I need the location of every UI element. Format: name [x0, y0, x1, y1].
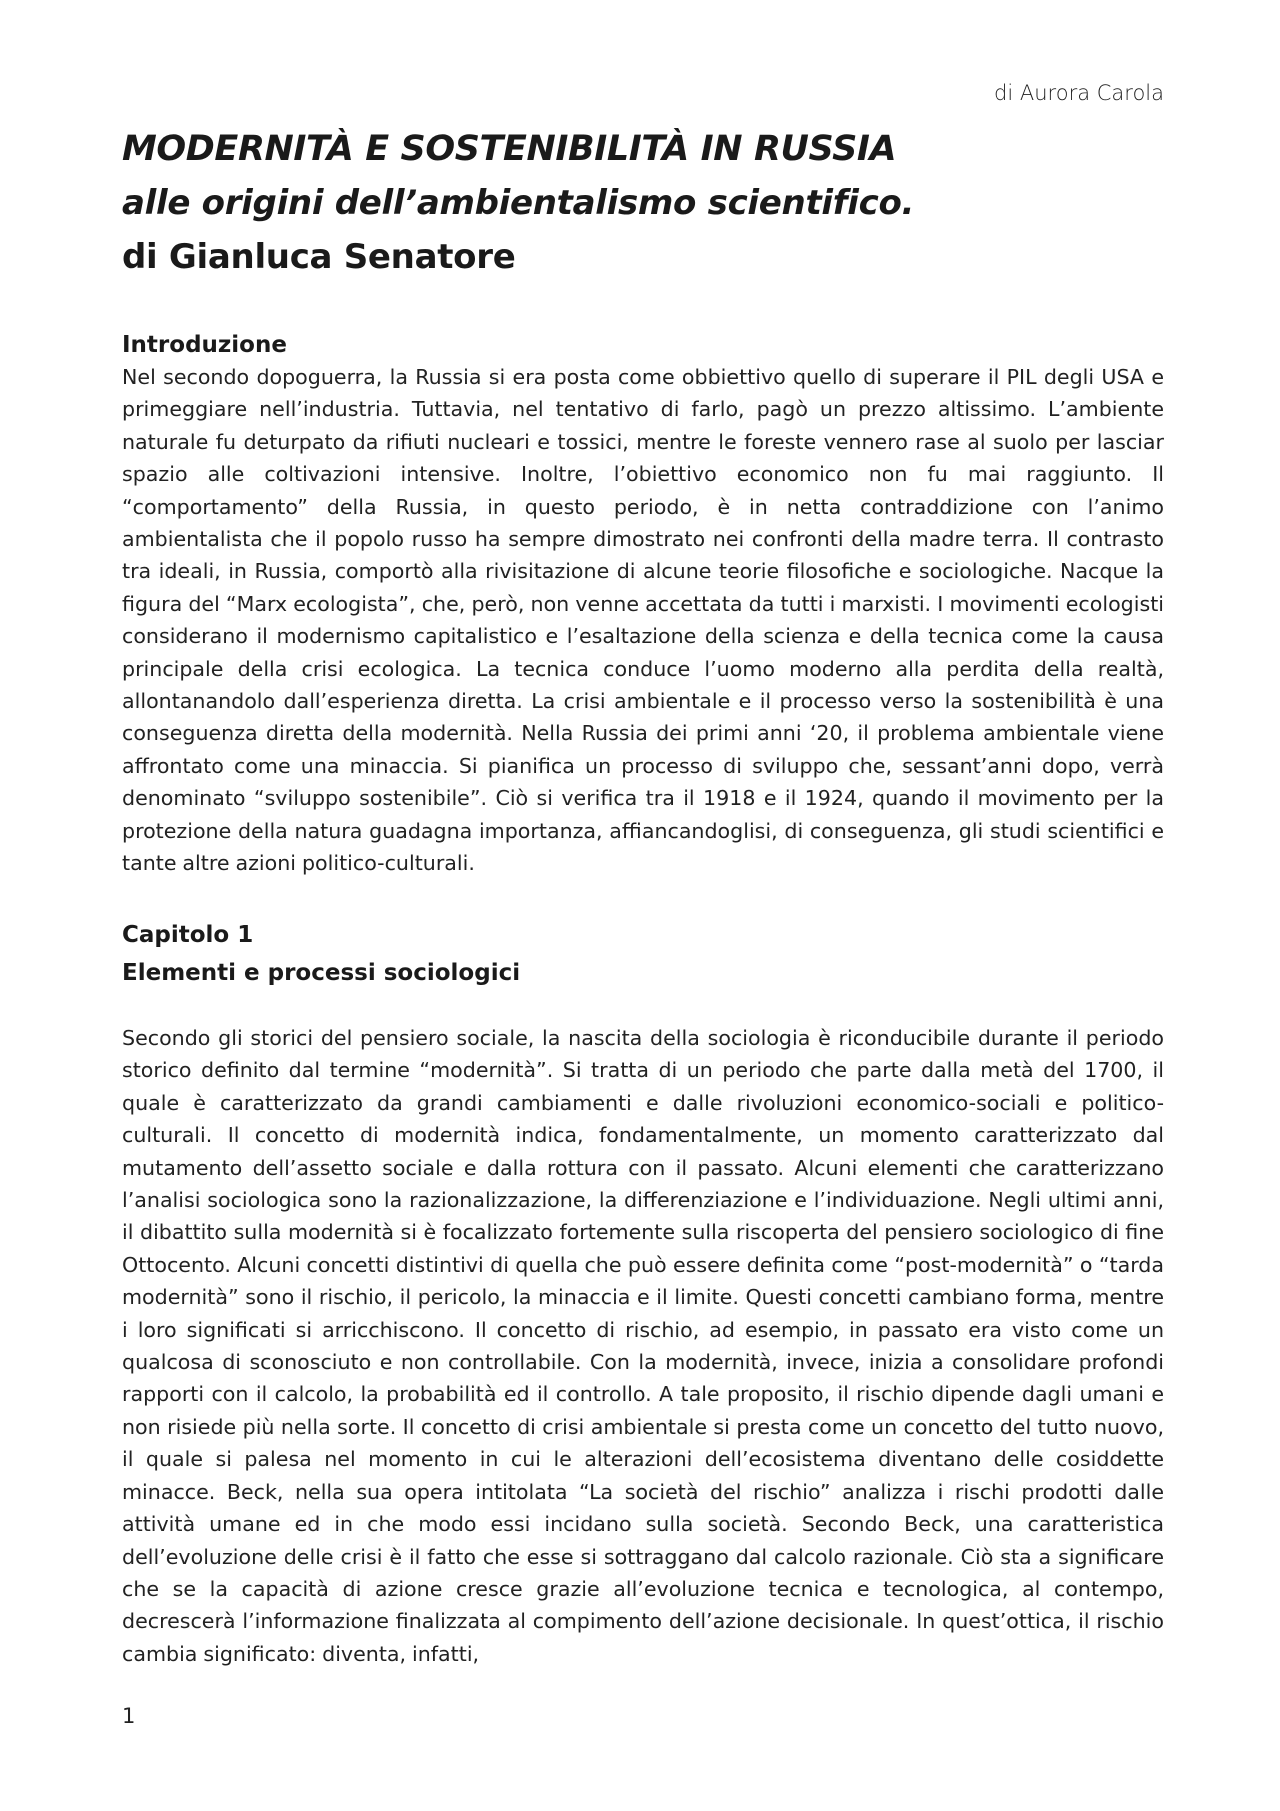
introduction-paragraph: Nel secondo dopoguerra, la Russia si era posta come obbiettivo quello di superare il PIL degli USA e primeggiare nell’industria. Tuttavia, nel tentativo di farlo, pagò un prezzo altissimo. L’ambiente naturale fu deturpato da rifiuti nucleari e tossici, mentre le foreste vennero rase al suolo per lasciar spazio alle coltivazioni intensive. Inoltre, l’obiettivo economico non fu mai raggiunto. Il “comportamento” della Russia, in questo periodo, è in netta contraddizione con l’animo ambientalista che il popolo russo ha sempre dimostrato nei confronti della madre terra. Il contrasto tra ideali, in Russia, comportò alla rivisitazione di alcune teorie filosofiche e sociologiche. Nacque la figura del “Marx ecologista”, che, però, non venne accettata da tutti i marxisti. I movimenti ecologisti considerano il modernismo capitalistico e l’esaltazione della scienza e della tecnica come la causa principale della crisi ecologica. La tecnica conduce l’uomo moderno alla perdita della realtà, allontanandolo dall’esperienza diretta. La crisi ambientale e il processo verso la sostenibilità è una conseguenza diretta della modernità. Nella Russia dei primi anni ‘20, il problema ambientale viene affrontato come una minaccia. Si pianifica un processo di sviluppo che, sessant’anni dopo, verrà denominato “sviluppo sostenibile”. Ciò si verifica tra il 1918 e il 1924, quando il movimento per la protezione della natura guadagna importanza, affiancandoglisi, di conseguenza, gli studi scientifici e tante altre azioni politico-culturali.: [122, 365, 1164, 876]
chapter-1-header: [122, 916, 1164, 992]
chapter-1-subheading: Elementi e processi sociologici: [122, 960, 521, 986]
introduction-section: [122, 329, 1164, 880]
document-subtitle: alle origini dell’ambientalismo scientifico.: [122, 183, 915, 223]
chapter-1-heading: Capitolo 1: [122, 922, 254, 948]
document-author: di Gianluca Senatore: [122, 237, 516, 277]
document-title: MODERNITÀ E SOSTENIBILITÀ IN RUSSIA: [122, 129, 897, 169]
document-page: [122, 0, 1164, 1811]
top-author-credit: di Aurora Carola: [994, 81, 1164, 105]
chapter-1-section: [122, 1022, 1164, 1670]
page-number: 1: [122, 1704, 136, 1728]
chapter-1-paragraph: Secondo gli storici del pensiero sociale, la nascita della sociologia è riconducibile durante il periodo storico definito dal termine “modernità”. Si tratta di un periodo che parte dalla metà del 1700, il quale è caratterizzato da grandi cambiamenti e dalle rivoluzioni economico-sociali e politico-culturali. Il concetto di modernità indica, fondamentalmente, un momento caratterizzato dal mutamento dell’assetto sociale e dalla rottura con il passato. Alcuni elementi che caratterizzano l’analisi sociologica sono la razionalizzazione, la differenziazione e l’individuazione. Negli ultimi anni, il dibattito sulla modernità si è focalizzato fortemente sulla riscoperta del pensiero sociologico di fine Ottocento. Alcuni concetti distintivi di quella che può essere definita come “post-modernità” o “tarda modernità” sono il rischio, il pericolo, la minaccia e il limite. Questi concetti cambiano forma, mentre i loro significati si arricchiscono. Il concetto di rischio, ad esempio, in passato era visto come un qualcosa di sconosciuto e non controllabile. Con la modernità, invece, inizia a consolidare profondi rapporti con il calcolo, la probabilità ed il controllo. A tale proposito, il rischio dipende dagli umani e non risiede più nella sorte. Il concetto di crisi ambientale si presta come un concetto del tutto nuovo, il quale si palesa nel momento in cui le alterazioni dell’ecosistema diventano delle cosiddette minacce. Beck, nella sua opera intitolata “La società del rischio” analizza i rischi prodotti dalle attività umane ed in che modo essi incidano sulla società. Secondo Beck, una caratteristica dell’evoluzione delle crisi è il fatto che esse si sottraggano dal calcolo razionale. Ciò sta a significare che se la capacità di azione cresce grazie all’evoluzione tecnica e tecnologica, al contempo, decrescerà l’informazione finalizzata al compimento dell’azione decisionale. In quest’ottica, il rischio cambia significato: diventa, infatti,: [122, 1026, 1164, 1666]
title-block: [122, 122, 1164, 284]
introduction-heading: Introduzione: [122, 332, 287, 358]
